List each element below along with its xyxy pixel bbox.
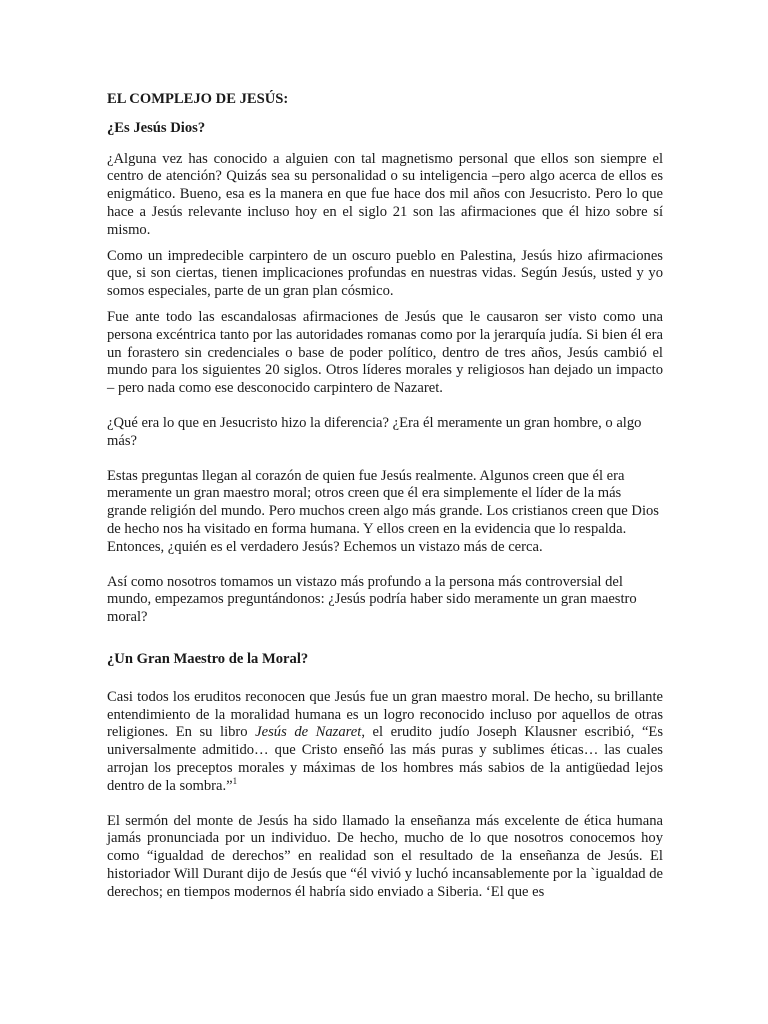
paragraph-3: Fue ante todo las escandalosas afirmaciones de Jesús que le causaron ser visto como una persona excéntrica tanto por las autoridades romanas como por la jerarquía judía. Si bien él era un forastero sin credenciales o base de poder político, dentro de tres años, Jesús cambió el mundo para los siguientes 20 siglos. Otros líderes morales y religiosos han dejado un impacto – pero nada como ese desconocido carpintero de Nazaret.: [107, 308, 663, 397]
paragraph-7-text-a: Casi todos los eruditos reconocen que Jesús fue un gran maestro moral. De hecho, su brillante entendimiento de la moralidad humana es un logro reconocido incluso por aquellos de otras religiones. En su libro: [107, 688, 663, 741]
paragraph-8: El sermón del monte de Jesús ha sido llamado la enseñanza más excelente de ética humana jamás pronunciada por un individuo. De hecho, mucho de lo que nosotros conocemos hoy como “igualdad de derechos” en realidad son el resultado de la enseñanza de Jesús. El historiador Will Durant dijo de Jesús que “él vivió y luchó incansablemente por la `igualdad de derechos; en tiempos modernos él habría sido enviado a Siberia. ‘El que es: [107, 812, 663, 900]
section-heading-gran-maestro: ¿Un Gran Maestro de la Moral?: [107, 650, 309, 667]
paragraph-7: [107, 689, 663, 796]
document-title: EL COMPLEJO DE JESÚS:: [107, 91, 289, 107]
paragraph-2: Como un impredecible carpintero de un oscuro pueblo en Palestina, Jesús hizo afirmaciones que, si son ciertas, tienen implicaciones profundas en nuestras vidas. Según Jesús, usted y yo somos especiales, parte de un gran plan cósmico.: [107, 247, 663, 300]
paragraph-6: Así como nosotros tomamos un vistazo más profundo a la persona más controversial del mundo, empezamos preguntándonos: ¿Jesús podría haber sido meramente un gran maestro moral?: [107, 573, 637, 626]
paragraph-5: Estas preguntas llegan al corazón de quien fue Jesús realmente. Algunos creen que él era meramente un gran maestro moral; otros creen que él era simplemente el líder de la más grande religión del mundo. Pero muchos creen algo más grande. Los cristianos creen que Dios de hecho nos ha visitado en forma humana. Y ellos creen en la evidencia que lo respalda. Entonces, ¿quién es el verdadero Jesús? Echemos un vistazo más de cerca.: [107, 467, 659, 555]
paragraph-7-text-b: , el erudito judío Joseph Klausner escribió, “Es universalmente admitido… que Cristo enseñó las más puras y sublimes éticas… las cuales arrojan los preceptos morales y máximas de los hombres más sabios de la antigüedad lejos dentro de la sombra.”: [107, 724, 664, 794]
paragraph-4: ¿Qué era lo que en Jesucristo hizo la diferencia? ¿Era él meramente un gran hombre, o algo más?: [107, 414, 642, 449]
document-page: [107, 91, 663, 901]
footnote-marker[interactable]: 1: [232, 775, 238, 786]
paragraph-1: ¿Alguna vez has conocido a alguien con tal magnetismo personal que ellos son siempre el centro de atención? Quizás sea su personalidad o su inteligencia –pero algo acerca de ellos es enigmático. Bueno, esa es la manera en que fue hace dos mil años con Jesucristo. Pero lo que hace a Jesús relevante incluso hoy en el siglo 21 son las afirmaciones que él hizo sobre sí mismo.: [107, 150, 663, 238]
book-title: Jesús de Nazaret: [255, 724, 362, 741]
section-heading-es-jesus-dios: ¿Es Jesús Dios?: [107, 119, 206, 136]
